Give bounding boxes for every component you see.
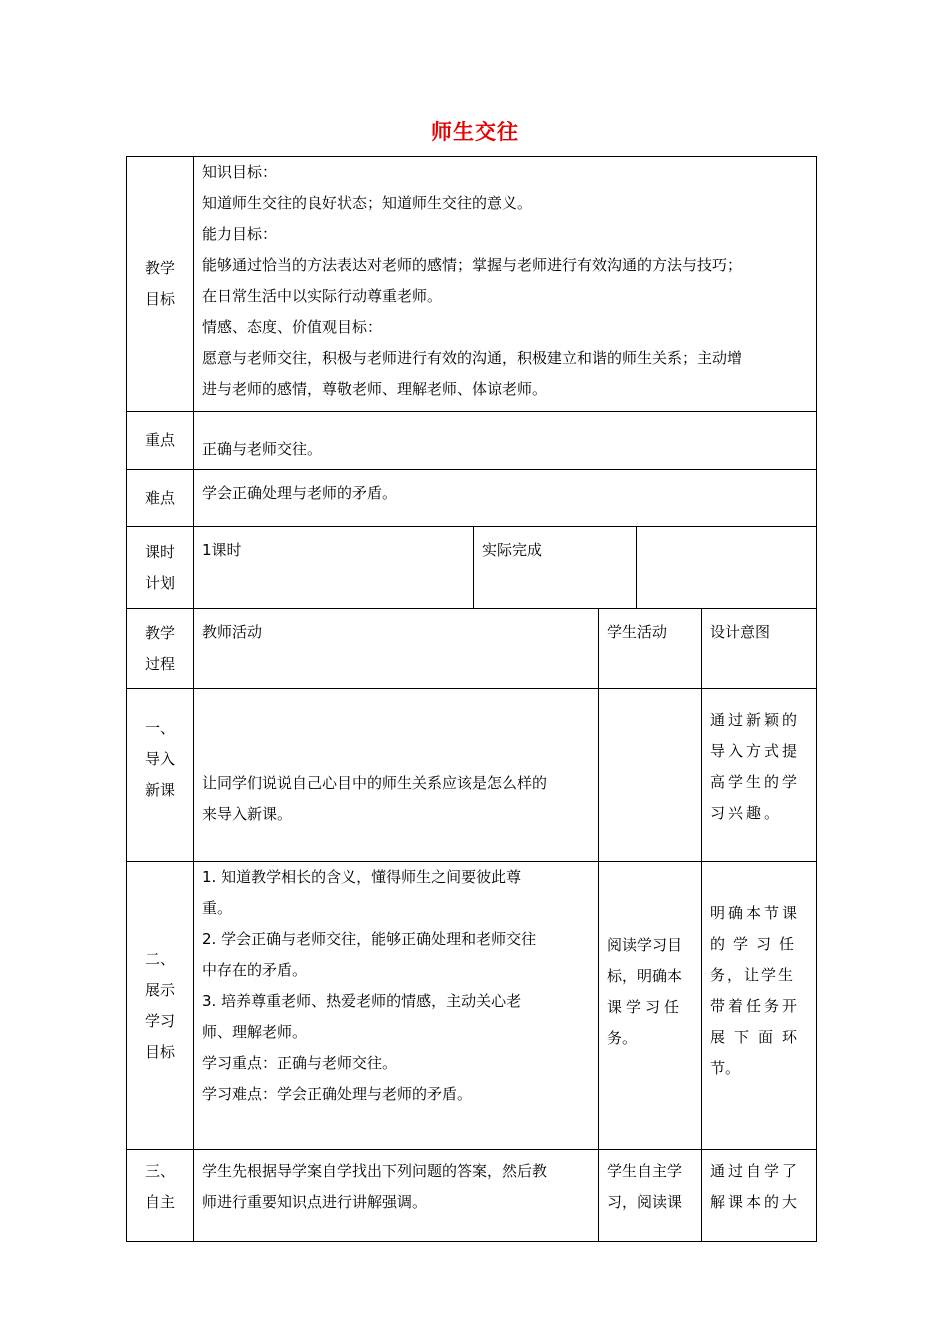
objective-line: 愿意与老师交往，积极与老师进行有效的沟通，积极建立和谐的师生关系；主动增 [202, 349, 743, 367]
step1-student [599, 689, 702, 862]
objectives-content [194, 157, 817, 412]
step3-teacher: 学生先根据导学案自学找出下列问题的答案，然后教 师进行重要知识点进行讲解强调。 [194, 1150, 599, 1242]
goal-line: 1. 知道教学相长的含义，懂得师生之间要彼此尊 [202, 868, 522, 886]
goal-line: 学习重点：正确与老师交往。 [202, 1054, 398, 1072]
schedule-label: 课时 计划 [127, 527, 194, 609]
lesson-plan-table [126, 156, 817, 1242]
difficulty-row [127, 470, 817, 527]
key-point-text: 正确与老师交往。 [194, 412, 817, 470]
objectives-row [127, 157, 817, 412]
goal-line: 师、理解老师。 [202, 1023, 308, 1041]
objective-line: 情感、态度、价值观目标： [202, 318, 383, 336]
step3-design: 通过自学了 解课本的大 [702, 1150, 817, 1242]
objectives-label: 教学 目标 [127, 157, 194, 412]
step2-label: 二、 展示 学习 目标 [127, 862, 194, 1150]
step1-row [127, 689, 817, 862]
actual-complete-label: 实际完成 [474, 527, 637, 609]
step2-teacher [194, 862, 599, 1150]
objective-line: 能够通过恰当的方法表达对老师的感情；掌握与老师进行有效沟通的方法与技巧； [202, 256, 743, 274]
key-point-row [127, 412, 817, 470]
goal-line: 中存在的矛盾。 [202, 961, 308, 979]
key-point-label: 重点 [127, 412, 194, 470]
step3-student: 学生自主学 习，阅读课 [599, 1150, 702, 1242]
step3-label: 三、 自主 [127, 1150, 194, 1242]
actual-complete-value [637, 527, 817, 609]
step1-label: 一、 导入 新课 [127, 689, 194, 862]
objective-line: 知识目标： [202, 163, 278, 181]
step1-teacher: 让同学们说说自己心目中的师生关系应该是怎么样的 来导入新课。 [194, 689, 599, 862]
student-activity-header: 学生活动 [599, 609, 702, 689]
step2-design: 明确本节课 的学习任 务，让学生 带着任务开 展下面环 节。 [702, 862, 817, 1150]
goal-line: 2. 学会正确与老师交往，能够正确处理和老师交往 [202, 930, 537, 948]
step2-student: 阅读学习目 标，明确本 课学习任 务。 [599, 862, 702, 1150]
design-intent-header: 设计意图 [702, 609, 817, 689]
goal-line: 重。 [202, 899, 233, 917]
teacher-activity-header: 教师活动 [194, 609, 599, 689]
objective-line: 知道师生交往的良好状态；知道师生交往的意义。 [202, 194, 533, 212]
process-label: 教学 过程 [127, 609, 194, 689]
objective-line: 能力目标： [202, 225, 278, 243]
process-header-row [127, 609, 817, 689]
step2-row [127, 862, 817, 1150]
step1-design: 通过新颖的 导入方式提 高学生的学 习兴趣。 [702, 689, 817, 862]
objective-line: 在日常生活中以实际行动尊重老师。 [202, 287, 443, 305]
step3-row [127, 1150, 817, 1242]
page-title: 师生交往 [431, 120, 519, 144]
goal-line: 学习难点：学会正确处理与老师的矛盾。 [202, 1085, 473, 1103]
goal-line: 3. 培养尊重老师、热爱老师的情感，主动关心老 [202, 992, 522, 1010]
schedule-row [127, 527, 817, 609]
schedule-value: 1课时 [194, 527, 474, 609]
difficulty-text: 学会正确处理与老师的矛盾。 [194, 470, 817, 527]
objective-line: 进与老师的感情，尊敬老师、理解老师、体谅老师。 [202, 380, 548, 398]
difficulty-label: 难点 [127, 470, 194, 527]
